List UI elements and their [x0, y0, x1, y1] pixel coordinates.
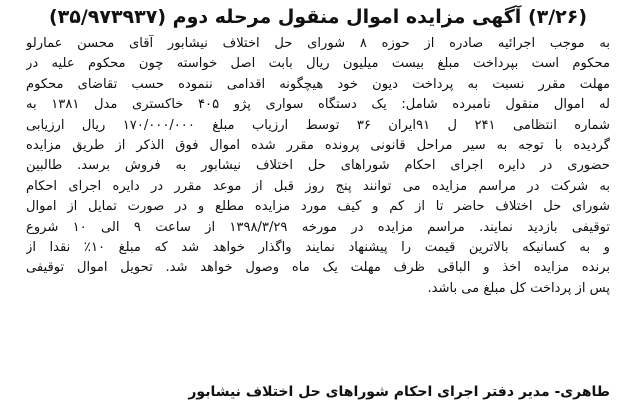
- notice-body-line: شورای حل اختلاف حاضر تا از کم و کیف مورد مزایده مطلع و در صورت تمایل از اموال: [26, 199, 610, 215]
- notice-body-line: توقیفی بازدید نمایند. مراسم مزایده در مورخه ۱۳۹۸/۳/۲۹ از ساعت ۹ الی ۱۰ شروع: [26, 219, 610, 235]
- notice-body: [26, 34, 610, 299]
- notice-body-line: محکوم است بپرداخت مبلغ بیست میلیون ریال بابت اصل خواسته چون محکوم علیه در: [26, 56, 610, 72]
- notice-body-line: حضوری در دایره اجرای احکام شوراهای حل اختلاف نیشابور به فروش برسد. طالبین: [26, 158, 610, 174]
- notice-body-line: به شرکت در مراسم مزایده می توانند پنج روز قبل از موعد مقرر در دایره اجرای احکام: [26, 178, 610, 194]
- notice-body-line: به موجب اجرائیه صادره از حوزه ۸ شورای حل اختلاف نیشابور آقای محسن عمارلو: [26, 36, 610, 51]
- notice-title-code: (۳۵/۹۷۳۹۳۷): [48, 6, 167, 28]
- auction-notice: [26, 4, 610, 404]
- notice-title-prefix: (۳/۲۶): [527, 6, 588, 28]
- notice-title-text: آگهی مزایده اموال منقول مرحله دوم: [172, 6, 522, 28]
- notice-body-line: برنده مزایده اخذ و الباقی ظرف مهلت یک ماه وصول خواهد شد. تحویل اموال توقیفی: [26, 260, 610, 276]
- notice-signature: طاهری- مدیر دفتر اجرای احکام شوراهای حل اختلاف نیشابور: [188, 384, 610, 400]
- notice-title: [26, 4, 610, 34]
- notice-body-line: مهلت مقرر نسبت به پرداخت دیون خود هیچگونه اقدامی ننموده حسب تقاضای محکوم: [26, 76, 610, 92]
- notice-body-line: و به کسانیکه بالاترین قیمت را پیشنهاد نمایند واگذار خواهد شد که مبلغ ۱۰٪ نقدا از: [26, 240, 610, 256]
- notice-body-line: شماره انتظامی ۲۴۱ ل ۹۱ایران ۳۶ توسط ارزیاب مبلغ ۱۷۰/۰۰۰/۰۰۰ ریال ارزیابی: [26, 117, 610, 133]
- notice-body-line: گردیده با توجه به سیر مراحل قانونی پرونده مقرر شده اموال فوق الذکر از طریق مزایده: [26, 138, 610, 154]
- notice-body-line: له اموال منقول نامبرده شامل: یک دستگاه سواری پژو ۴۰۵ خاکستری مدل ۱۳۸۱ به: [26, 97, 610, 113]
- notice-body-line: پس از پرداخت کل مبلغ می باشد.: [427, 280, 610, 296]
